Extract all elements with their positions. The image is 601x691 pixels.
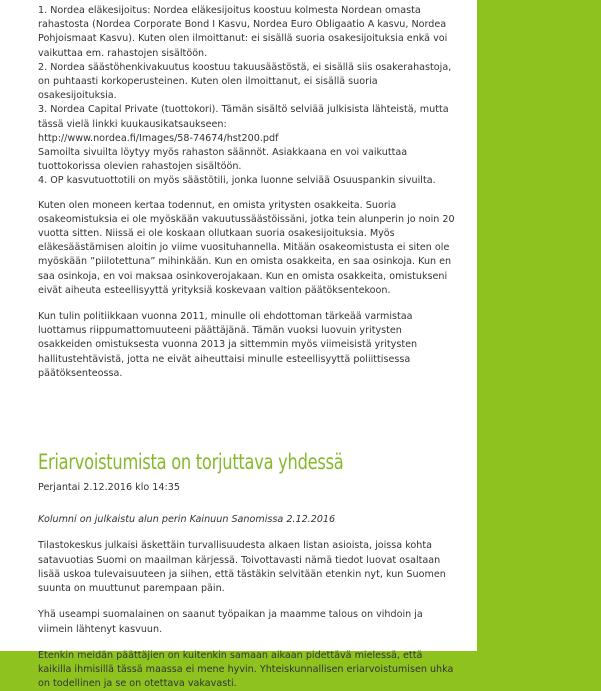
post-title[interactable]: Eriarvoistumista on torjuttava yhdessä bbox=[38, 450, 344, 475]
post-intro: Kolumni on julkaistu alun perin Kainuun Sanomissa 2.12.2016 bbox=[38, 514, 336, 526]
list-item: 4. OP kasvutuottotili on myös säästötili, jonka luonne selviää Osuuspankin sivuilta. bbox=[38, 175, 436, 187]
list-item: 1. Nordea eläkesijoitus: Nordea eläkesijoitus koostuu kolmesta Nordean omasta rahastosta (Nordea Corporate Bond I Kasvu, Nordea Euro Obligaatio A kasvu, Nordea Pohjoismaat Kasvu). Kuten olen ilmoittanut: ei sisällä suoria osakesijoituksia enkä voi vaikuttaa em. rahastojen sisältöön. bbox=[38, 5, 448, 59]
list-item: 2. Nordea säästöhenkivakuutus koostuu takuusäästöstä, ei sisällä siis osakerahastoja, on puhtaasti korkoperusteinen. Kuten olen ilmoittanut, ei sisällä suoria osakesijoituksia. bbox=[38, 61, 452, 102]
body-paragraph: Etenkin meidän päättäjien on kuitenkin samaan aikaan pidettävä mielessä, että kaikilla ihmisillä tässä maassa ei mene hyvin. Yhteiskunnallisen eriarvoistumisen uhka on todellinen ja se on otettava vakavasti. bbox=[38, 649, 454, 690]
sidebar bbox=[477, 0, 601, 651]
list-item: 3. Nordea Capital Private (tuottokori). Tämän sisältö selviää julkisista lähteistä, mutta tässä vielä linkki kuukausikatsaukseen: bbox=[38, 104, 449, 130]
body-paragraph: Kuten olen moneen kertaa todennut, en omista yritysten osakkeita. Suoria osakeomistuksia ei ole myöskään vakuutussäästöissäni, jotka tein alunperin jo noin 20 vuotta sitten. Niissä ei ole koskaan ollutkaan suoria osakesijoituksia. Myös eläkesäästämisen aloitin jo viime vuosituhannella. Mitään osakeomistusta ei siten ole myöskään ”piilotettuna” mihinkään. Kun en omista osakkeita, en saa osinkoja. Kun en saa osinkoja, en voi maksaa osinkoverojakaan. Kun en omista osakkeita, omistukseni eivät aiheuta esteellisyyttä yrityksiä koskevaan valtion päätöksentekoon. bbox=[38, 199, 455, 296]
list-item: Samoilta sivuilta löytyy myös rahaston säännöt. Asiakkaana en voi vaikuttaa tuottokorissa olevien rahastojen sisältöön. bbox=[38, 147, 408, 173]
body-paragraph: Yhä useampi suomalainen on saanut työpaikan ja maamme talous on vihdoin ja viimein lähtenyt kasvuun. bbox=[38, 609, 423, 635]
body-paragraph: Kun tulin politiikkaan vuonna 2011, minulle oli ehdottoman tärkeää varmistaa luottamus riippumattomuuteeni päättäjänä. Tämän vuoksi luovuin yritysten osakkeiden omistuksesta vuonna 2013 ja sittemmin myös viimeisistä yritysten hallitustehtävistä, jotta ne eivät aiheuttaisi minulle esteellisyyttä poliittisessa päätöksenteossa. bbox=[38, 311, 418, 379]
body-paragraph: Tilastokeskus julkaisi äskettäin turvallisuudesta alkaen listan asioista, joissa kohta satavuotias Suomi on maailman kärjessä. Toivottavasti nämä tiedot luovat osaltaan lisää uskoa tulevaisuuteen ja siihen, että tästäkin selvitään etenkin nyt, kun Suomen suunta on muuttunut parempaan päin. bbox=[38, 540, 446, 595]
report-link[interactable]: http://www.nordea.fi/Images/58-74674/hst200.pdf bbox=[38, 132, 279, 144]
holdings-list bbox=[38, 4, 457, 189]
post-date: Perjantai 2.12.2016 klo 14:35 bbox=[38, 482, 180, 494]
